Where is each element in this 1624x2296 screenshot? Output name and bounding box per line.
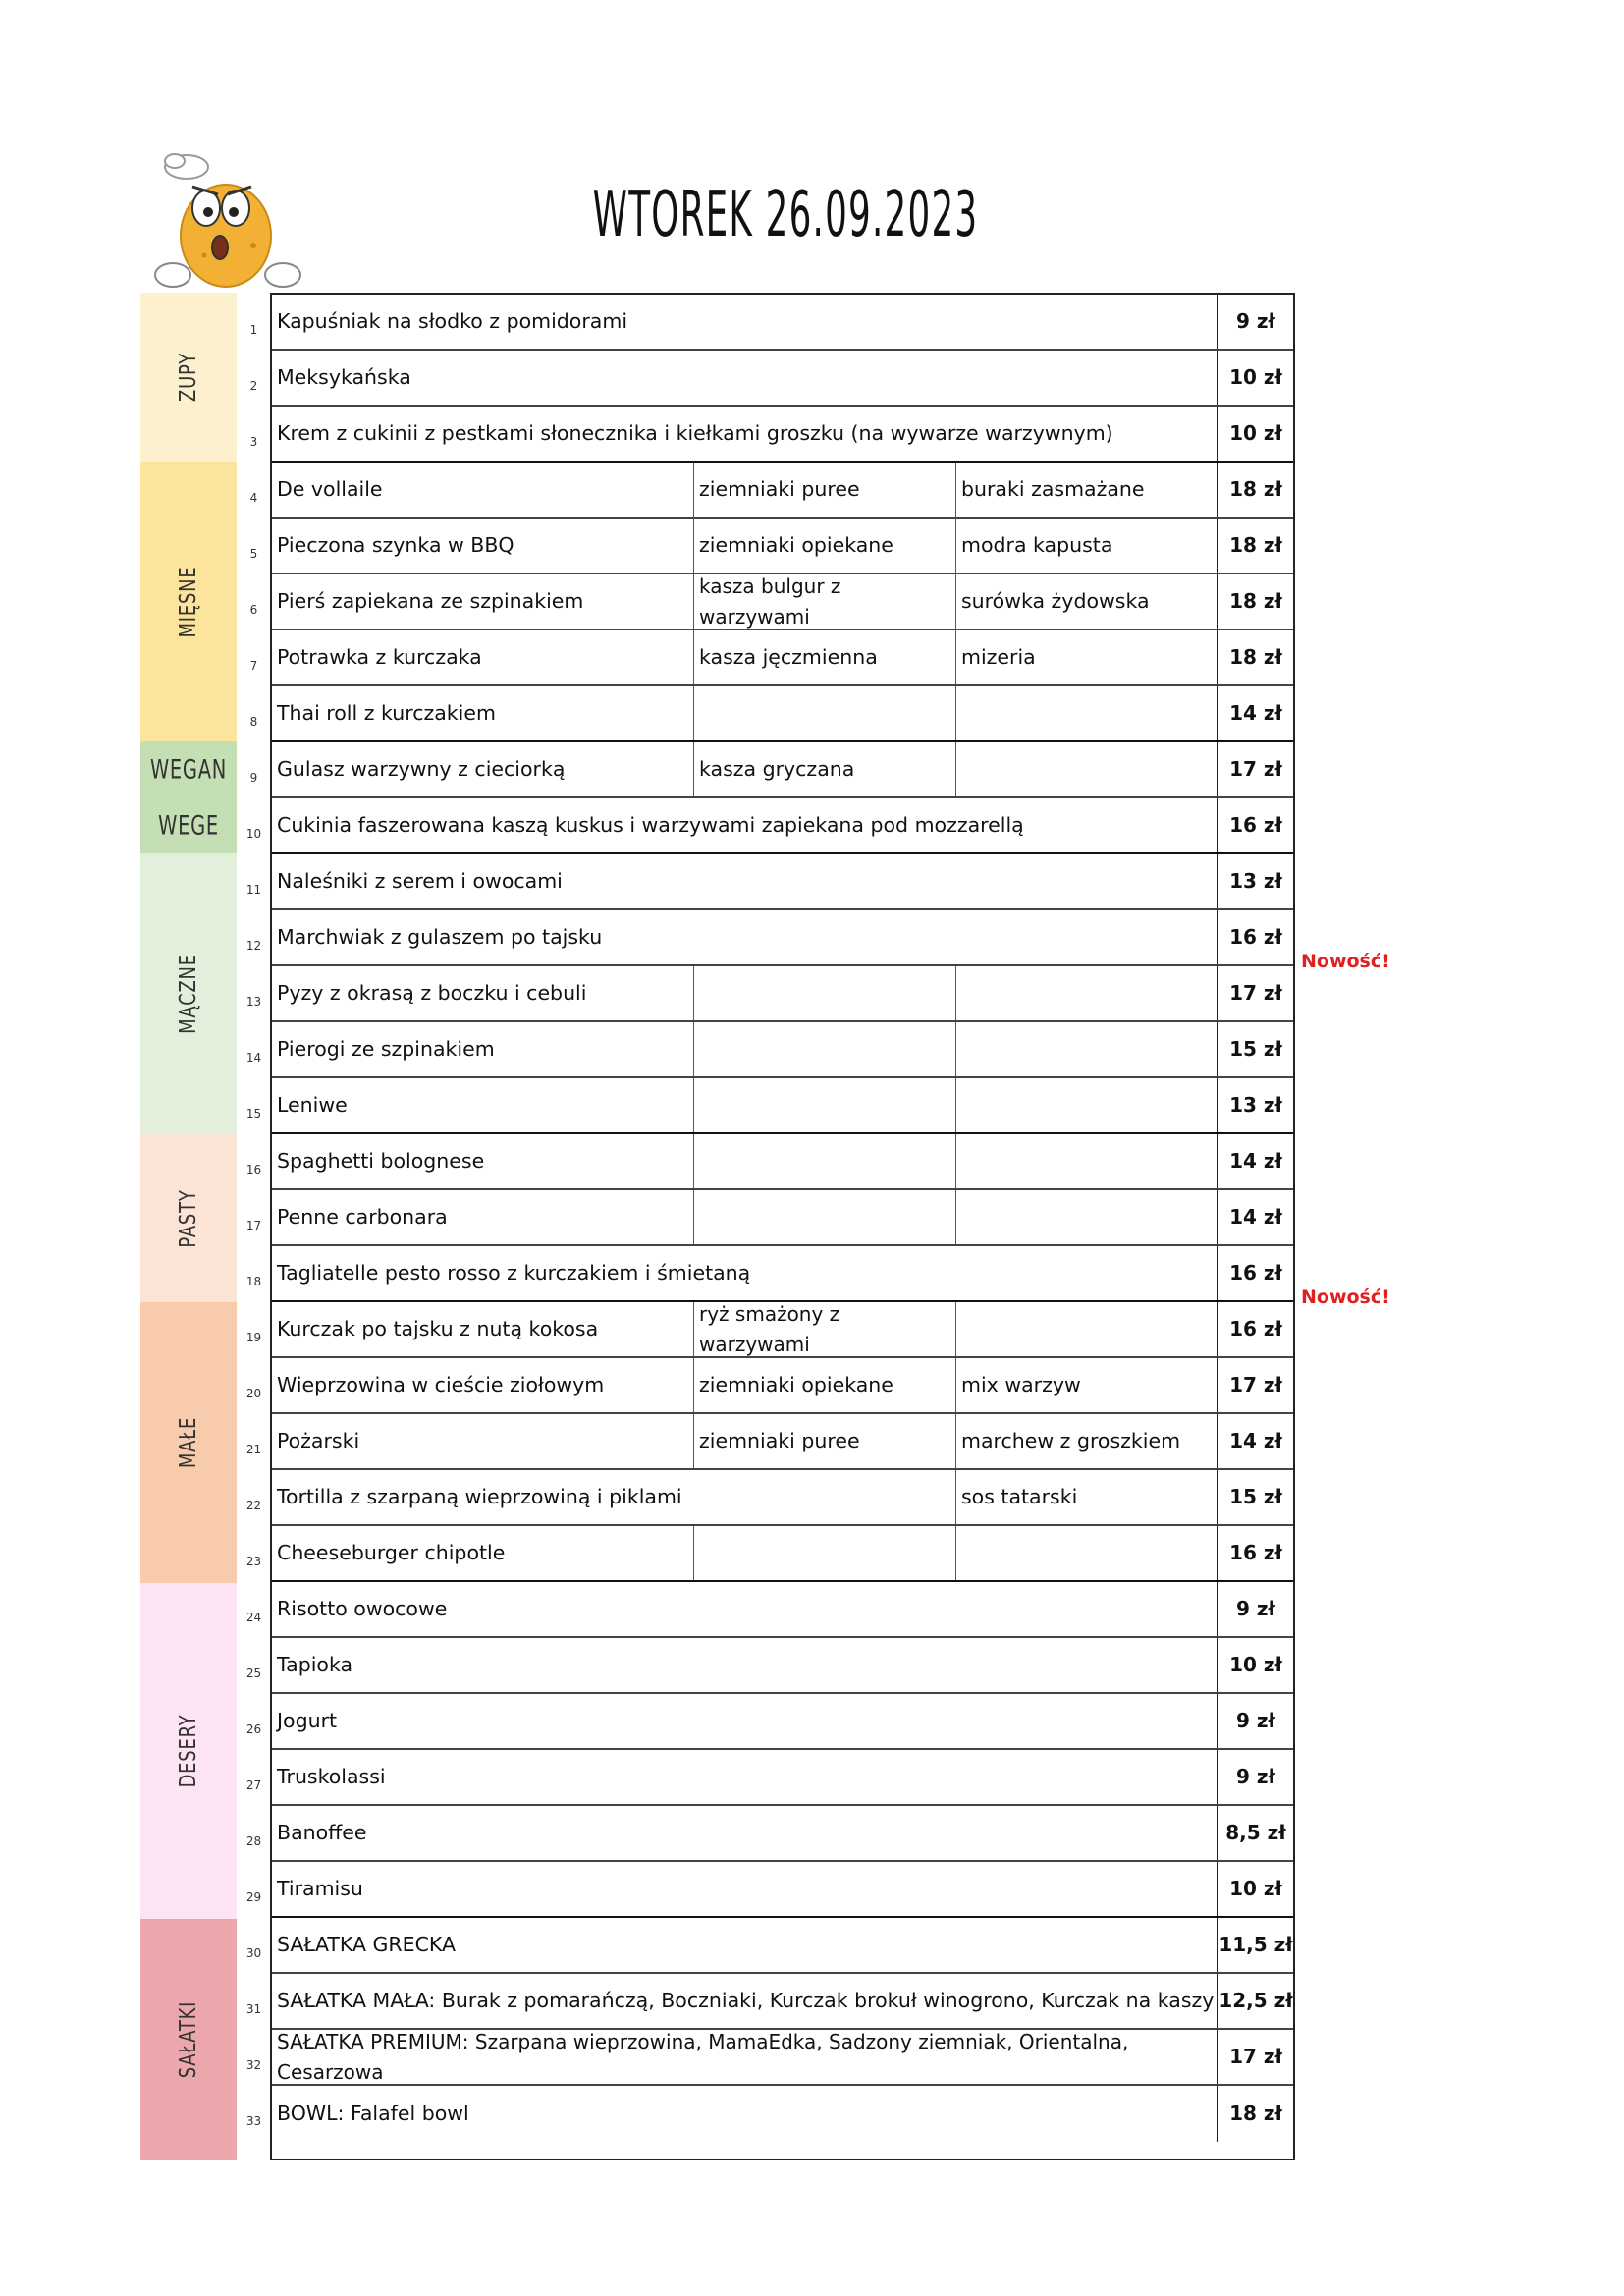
menu-row [272, 1806, 1293, 1862]
menu-row [272, 1190, 1293, 1246]
item-number: 8 [249, 714, 258, 729]
side-dish: ziemniaki opiekane [693, 519, 955, 573]
menu-row [272, 1358, 1293, 1414]
item-number: 9 [249, 770, 258, 785]
salad-side [955, 1134, 1217, 1188]
price: 17 zł [1217, 2030, 1293, 2084]
item-number: 7 [249, 658, 258, 673]
item-number: 31 [245, 2001, 262, 2016]
item-number: 15 [245, 1106, 262, 1121]
menu-row [272, 798, 1293, 854]
menu-row [272, 630, 1293, 686]
price: 18 zł [1217, 463, 1293, 517]
side-dish: ryż smażony z warzywami [693, 1302, 955, 1356]
chef-mascot-illustration [145, 147, 312, 295]
item-number: 12 [245, 938, 262, 953]
menu-row [272, 2030, 1293, 2086]
side-dish: ziemniaki puree [693, 463, 955, 517]
menu-row [272, 1302, 1293, 1358]
menu-row [272, 1918, 1293, 1974]
price: 16 zł [1217, 1302, 1293, 1356]
salad-side [955, 1078, 1217, 1132]
price: 16 zł [1217, 1246, 1293, 1300]
item-number: 32 [245, 2057, 262, 2072]
salad-side: modra kapusta [955, 519, 1217, 573]
category-wegan [140, 741, 237, 797]
dish-name: Spaghetti bolognese [277, 1148, 485, 1173]
menu-row [272, 519, 1293, 574]
dish-name: Pieczona szynka w BBQ [277, 532, 514, 557]
menu-row [272, 1022, 1293, 1078]
salad-side [955, 1190, 1217, 1244]
item-number: 10 [245, 826, 262, 841]
salad-side: surówka żydowska [955, 574, 1217, 629]
dish-name: Kapuśniak na słodko z pomidorami [277, 308, 628, 333]
price: 15 zł [1217, 1470, 1293, 1524]
item-number: 11 [245, 882, 262, 897]
category-label: MAŁE [176, 1416, 201, 1469]
item-number: 25 [245, 1666, 262, 1680]
category-label: MĄCZNE [176, 954, 201, 1034]
item-number: 17 [245, 1218, 262, 1232]
item-number: 30 [245, 1945, 262, 1960]
salad-side: marchew z groszkiem [955, 1414, 1217, 1468]
dish-name: Truskolassi [277, 1764, 386, 1788]
item-number: 5 [249, 546, 258, 561]
side-dish: kasza jęczmienna [693, 630, 955, 684]
dish-name: Meksykańska [277, 364, 411, 389]
item-number: 2 [249, 378, 258, 393]
price: 14 zł [1217, 686, 1293, 740]
menu-row [272, 1078, 1293, 1134]
item-number: 14 [245, 1050, 262, 1065]
category-male [140, 1302, 237, 1583]
price: 13 zł [1217, 854, 1293, 908]
category-label: ZUPY [176, 353, 201, 402]
dish-name: Pożarski [277, 1428, 360, 1452]
salad-side [955, 686, 1217, 740]
price: 9 zł [1217, 295, 1293, 349]
dish-name: Tapioka [277, 1652, 353, 1676]
price: 18 zł [1217, 574, 1293, 629]
price: 9 zł [1217, 1750, 1293, 1804]
item-number: 6 [249, 602, 258, 617]
salad-side: sos tatarski [955, 1470, 1217, 1524]
price: 17 zł [1217, 742, 1293, 796]
dish-name: Pyzy z okrasą z boczku i cebuli [277, 980, 587, 1005]
category-zupy [140, 293, 237, 462]
menu-row [272, 1862, 1293, 1918]
side-dish [693, 1078, 955, 1132]
salad-side [955, 966, 1217, 1020]
item-number: 18 [245, 1274, 262, 1288]
menu-row [272, 854, 1293, 910]
dish-name: SAŁATKA PREMIUM: Szarpana wieprzowina, MamaEdka, Sadzony ziemniak, Orientalna, Cesarzowa [277, 2030, 1129, 2084]
item-number: 22 [245, 1498, 262, 1512]
menu-row [272, 2086, 1293, 2142]
dish-name: SAŁATKA MAŁA: Burak z pomarańczą, Boczniaki, Kurczak brokuł winogrono, Kurczak na kaszy [277, 1988, 1215, 2012]
item-number: 24 [245, 1610, 262, 1624]
menu-row [272, 1526, 1293, 1582]
salad-side: mizeria [955, 630, 1217, 684]
category-wege [140, 797, 237, 853]
category-label: DESERY [176, 1714, 201, 1788]
price: 13 zł [1217, 1078, 1293, 1132]
dish-name: Kurczak po tajsku z nutą kokosa [277, 1316, 599, 1340]
menu-row [272, 1582, 1293, 1638]
menu-row [272, 1246, 1293, 1302]
category-miesne [140, 462, 237, 741]
dish-name: Penne carbonara [277, 1204, 448, 1229]
dish-name: Potrawka z kurczaka [277, 644, 482, 669]
price: 16 zł [1217, 798, 1293, 852]
dish-name: Tortilla z szarpaną wieprzowiną i piklami [277, 1484, 682, 1508]
category-label: PASTY [176, 1188, 201, 1248]
dish-name: Wieprzowina w cieście ziołowym [277, 1372, 605, 1396]
category-pasty [140, 1134, 237, 1302]
salad-side [955, 742, 1217, 796]
category-desery [140, 1583, 237, 1919]
menu-row [272, 1638, 1293, 1694]
dish-name: SAŁATKA GRECKA [277, 1932, 457, 1956]
menu-row [272, 1694, 1293, 1750]
price: 17 zł [1217, 966, 1293, 1020]
menu-row [272, 407, 1293, 463]
category-label: WEGE [158, 810, 219, 841]
menu-table [270, 293, 1295, 2160]
salad-side: mix warzyw [955, 1358, 1217, 1412]
new-item-badge: Nowość! [1301, 951, 1390, 972]
price: 10 zł [1217, 351, 1293, 405]
side-dish: ziemniaki puree [693, 1414, 955, 1468]
item-number: 19 [245, 1330, 262, 1344]
salad-side [955, 1022, 1217, 1076]
dish-name: Naleśniki z serem i owocami [277, 868, 563, 893]
side-dish [693, 686, 955, 740]
item-number: 27 [245, 1777, 262, 1792]
dish-name: Jogurt [277, 1708, 338, 1732]
price: 9 zł [1217, 1694, 1293, 1748]
menu-row [272, 742, 1293, 798]
side-dish [693, 1190, 955, 1244]
dish-name: Gulasz warzywny z cieciorką [277, 756, 566, 781]
category-label: WEGAN [149, 754, 228, 785]
price: 16 zł [1217, 1526, 1293, 1580]
item-number: 4 [249, 490, 258, 505]
menu-row [272, 463, 1293, 519]
dish-name: Risotto owocowe [277, 1596, 448, 1620]
menu-row [272, 1134, 1293, 1190]
new-item-badge: Nowość! [1301, 1286, 1390, 1308]
item-number: 1 [249, 322, 258, 337]
price: 10 zł [1217, 407, 1293, 461]
menu-row [272, 1974, 1293, 2030]
item-number: 21 [245, 1442, 262, 1456]
item-number: 26 [245, 1722, 262, 1736]
side-dish: kasza bulgur z warzywami [693, 574, 955, 629]
price: 14 zł [1217, 1190, 1293, 1244]
menu-row [272, 574, 1293, 630]
menu-row [272, 686, 1293, 742]
salad-side [955, 1302, 1217, 1356]
category-label: MIĘSNE [176, 566, 201, 637]
category-maczne [140, 853, 237, 1134]
salad-side [955, 1526, 1217, 1580]
side-dish [693, 966, 955, 1020]
side-dish [693, 1526, 955, 1580]
dish-name: Thai roll z kurczakiem [277, 700, 496, 725]
item-number: 13 [245, 994, 262, 1009]
dish-name: Krem z cukinii z pestkami słonecznika i kiełkami groszku (na wywarze warzywnym) [277, 420, 1113, 445]
dish-name: Pierogi ze szpinakiem [277, 1036, 495, 1061]
item-number: 20 [245, 1386, 262, 1400]
price: 12,5 zł [1217, 1974, 1293, 2028]
item-number: 28 [245, 1833, 262, 1848]
dish-name: Cukinia faszerowana kaszą kuskus i warzywami zapiekana pod mozzarellą [277, 812, 1024, 837]
price: 8,5 zł [1217, 1806, 1293, 1860]
menu-row [272, 1750, 1293, 1806]
dish-name: Cheeseburger chipotle [277, 1540, 506, 1564]
price: 18 zł [1217, 630, 1293, 684]
item-number: 23 [245, 1554, 262, 1568]
dish-name: Marchwiak z gulaszem po tajsku [277, 924, 603, 949]
menu-row [272, 1414, 1293, 1470]
category-salatki [140, 1919, 237, 2160]
side-dish [693, 1022, 955, 1076]
dish-name: Pierś zapiekana ze szpinakiem [277, 588, 584, 613]
menu-row [272, 966, 1293, 1022]
side-dish [693, 1134, 955, 1188]
side-dish: kasza gryczana [693, 742, 955, 796]
price: 16 zł [1217, 910, 1293, 964]
price: 9 zł [1217, 1582, 1293, 1636]
side-dish: ziemniaki opiekane [693, 1358, 955, 1412]
price: 10 zł [1217, 1638, 1293, 1692]
dish-name: Tagliatelle pesto rosso z kurczakiem i śmietaną [277, 1260, 751, 1285]
dish-name: BOWL: Falafel bowl [277, 2101, 469, 2125]
price: 15 zł [1217, 1022, 1293, 1076]
price: 14 zł [1217, 1134, 1293, 1188]
item-number: 29 [245, 1889, 262, 1904]
price: 18 zł [1217, 2086, 1293, 2142]
menu-row [272, 1470, 1293, 1526]
item-number: 3 [249, 434, 258, 449]
item-number: 33 [245, 2113, 262, 2128]
salad-side: buraki zasmażane [955, 463, 1217, 517]
item-number: 16 [245, 1162, 262, 1176]
price: 18 zł [1217, 519, 1293, 573]
price: 10 zł [1217, 1862, 1293, 1916]
dish-name: De vollaile [277, 476, 383, 501]
dish-name: Banoffee [277, 1820, 367, 1844]
category-label: SAŁATKI [176, 2000, 201, 2079]
dish-name: Tiramisu [277, 1876, 363, 1900]
page-title: WTOREK 26.09.2023 [592, 179, 979, 251]
price: 17 zł [1217, 1358, 1293, 1412]
menu-row [272, 295, 1293, 351]
dish-name: Leniwe [277, 1092, 348, 1117]
price: 11,5 zł [1217, 1918, 1293, 1972]
menu-row [272, 910, 1293, 966]
menu-row [272, 351, 1293, 407]
price: 14 zł [1217, 1414, 1293, 1468]
